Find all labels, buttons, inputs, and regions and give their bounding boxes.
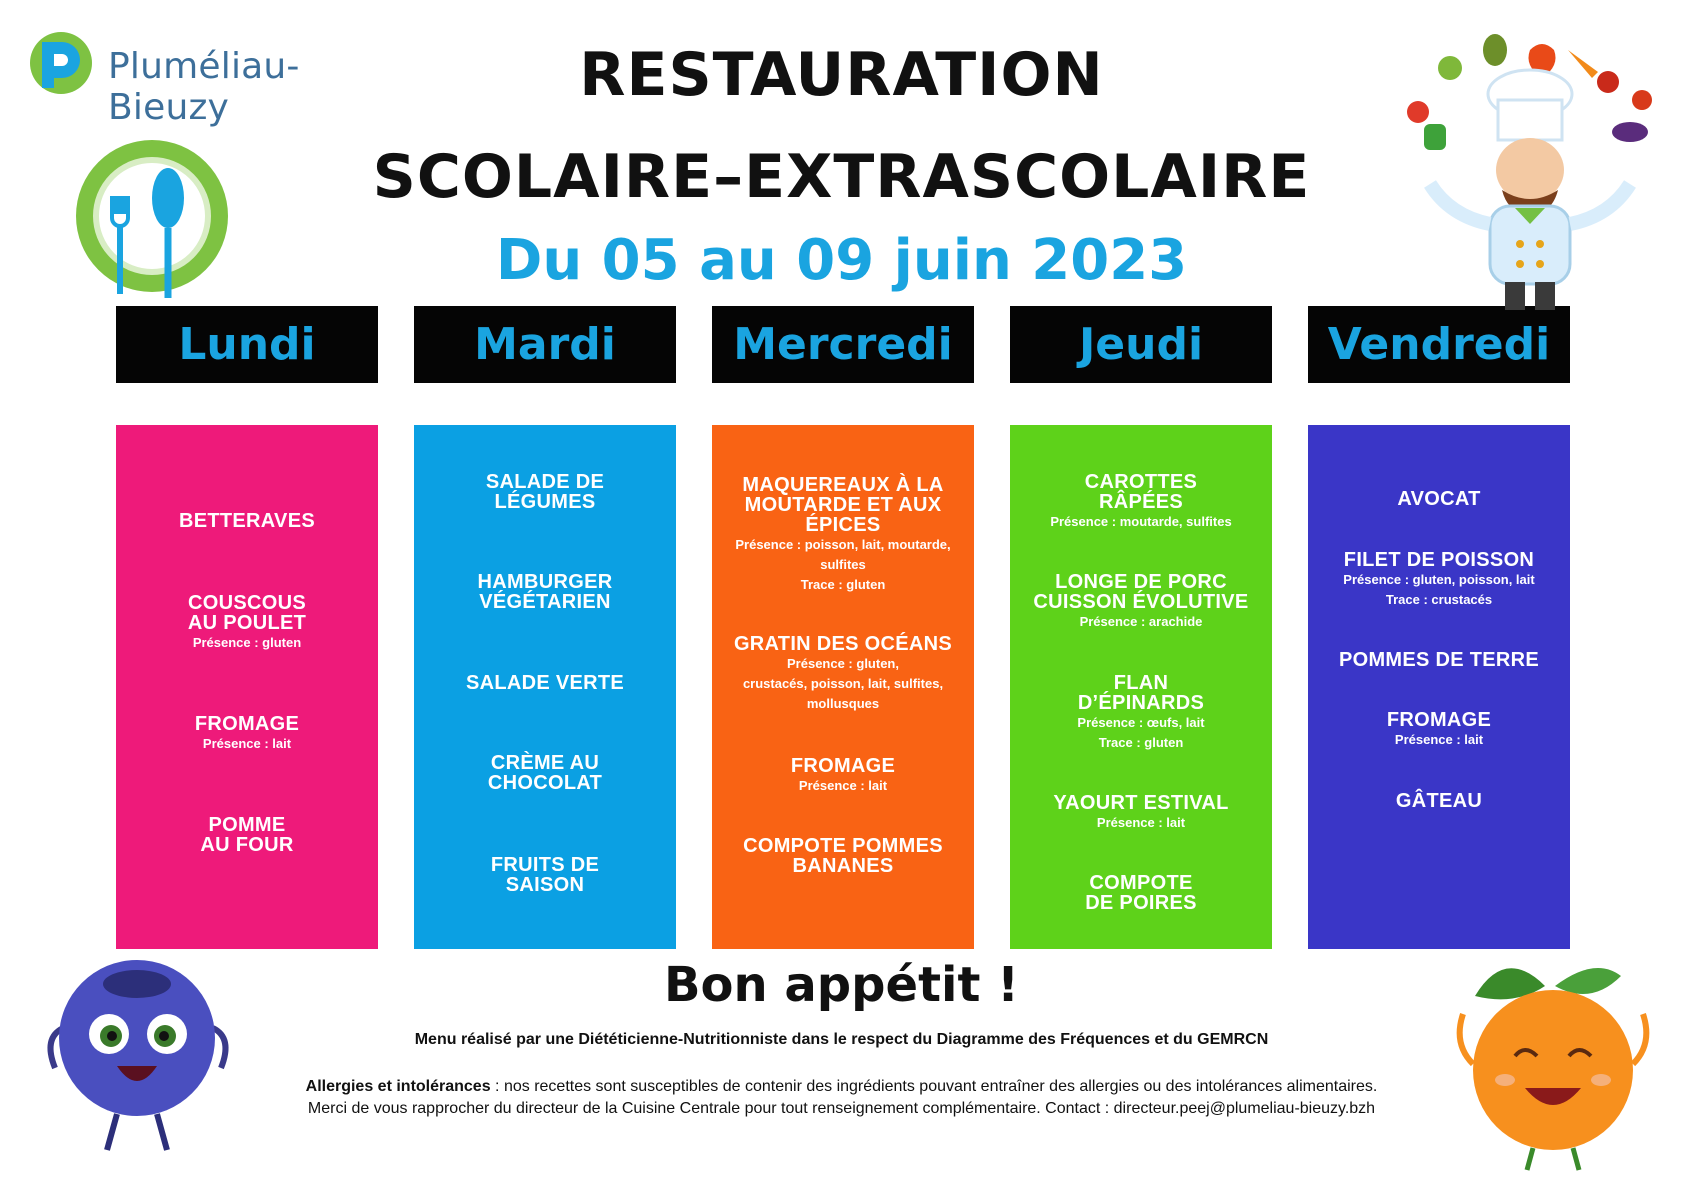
dish-name: FRUITS DE SAISON [490,854,600,896]
blueberry-character-icon [25,958,250,1153]
page-title: RESTAURATION [579,40,1104,110]
dish-name: FROMAGE [1386,709,1492,731]
menu-column-vendredi [1308,425,1570,949]
chef-juggling-icon [1380,20,1680,315]
dish-item [124,714,370,754]
dish-item [422,572,668,612]
orange-character-icon [1445,952,1663,1174]
dish-item [1316,791,1562,811]
dish-name: CRÈME AU CHOCOLAT [487,752,603,794]
dish-item [1316,489,1562,509]
dish-allergens: Présence : lait [202,736,292,751]
dish-item [1018,793,1264,833]
menu-column-jeudi [1010,425,1272,949]
dish-name: COUSCOUS AU POULET [187,592,307,634]
dish-name: COMPOTE DE POIRES [1085,872,1197,914]
dish-name: LONGE DE PORC CUISSON ÉVOLUTIVE [1033,571,1249,613]
dish-name: MAQUEREAUX À LA MOUTARDE ET AUX ÉPICES [742,474,944,536]
dish-item [720,634,966,714]
dish-allergens: Présence : moutarde, sulfites [1050,514,1232,529]
dish-name: YAOURT ESTIVAL [1053,792,1229,814]
dish-item [720,475,966,595]
dietitian-note: Menu réalisé par une Diététicienne-Nutritionniste dans le respect du Diagramme des Fréquences et du GEMRCN [414,1031,1269,1048]
allergy-text: : nos recettes sont susceptibles de contenir des ingrédients pouvant entraîner des allergies ou des intolérances alimentaires. [490,1078,1378,1095]
dish-item [1316,550,1562,610]
dish-allergens: Présence : lait [1394,732,1484,747]
dish-allergens: Présence : gluten [192,635,302,650]
dish-name: GRATIN DES OCÉANS [733,633,953,655]
menu-column-mardi [414,425,676,949]
page-subtitle: SCOLAIRE–EXTRASCOLAIRE [372,142,1311,212]
dish-name: FROMAGE [194,713,300,735]
dish-item [1316,650,1562,670]
dish-name: CAROTTES RÂPÉES [1084,471,1198,513]
dish-name: FILET DE POISSON [1343,549,1535,571]
dish-name: FROMAGE [790,755,896,777]
dish-item [124,593,370,653]
day-header-vendredi: Vendredi [1308,306,1570,383]
dish-item [1018,673,1264,753]
dish-item [422,855,668,895]
dish-name: GÂTEAU [1395,790,1483,812]
dish-item [124,511,370,531]
dish-allergens: Présence : arachide [1079,614,1203,629]
dish-name: SALADE DE LÉGUMES [485,471,605,513]
dish-allergens: Présence : lait [798,778,888,793]
dish-item [422,753,668,793]
dish-name: AVOCAT [1397,488,1481,510]
menu-column-lundi [116,425,378,949]
dish-allergens: Présence : œufs, lait Trace : gluten [1077,715,1205,750]
contact-note: Merci de vous rapprocher du directeur de la Cuisine Centrale pour tout renseignement complémentaire. Contact : directeur.peej@plumeliau-bieuzy.bzh [307,1100,1376,1117]
dish-name: POMME AU FOUR [200,814,294,856]
dish-name: COMPOTE POMMES BANANES [743,835,943,877]
allergy-note [0,1078,1683,1096]
dish-name: BETTERAVES [179,510,315,532]
day-header-lundi: Lundi [116,306,378,383]
day-header-jeudi: Jeudi [1010,306,1272,383]
dish-item [422,673,668,693]
dish-allergens: Présence : gluten, poisson, lait Trace : crustacés [1343,572,1535,607]
dish-item [720,756,966,796]
dish-item [1316,710,1562,750]
dish-item [124,815,370,855]
date-range: Du 05 au 09 juin 2023 [495,228,1188,293]
bon-appetit-text: Bon appétit ! [663,957,1020,1013]
dish-item [720,836,966,876]
dish-item [1018,472,1264,532]
dish-item [1018,873,1264,913]
dish-name: HAMBURGER VÉGÉTARIEN [477,571,613,613]
allergy-label: Allergies et intolérances [305,1078,491,1095]
dish-name: POMMES DE TERRE [1338,649,1540,671]
dish-name: SALADE VERTE [465,672,625,694]
dish-allergens: Présence : lait [1096,815,1186,830]
day-header-mardi: Mardi [414,306,676,383]
dish-allergens: Présence : gluten, crustacés, poisson, lait, sulfites, mollusques [742,656,944,711]
menu-column-mercredi [712,425,974,949]
dish-allergens: Présence : poisson, lait, moutarde, sulfites Trace : gluten [735,537,951,592]
dish-item [422,472,668,512]
dish-item [1018,572,1264,632]
brand-name: Pluméliau-Bieuzy [108,46,300,128]
day-header-mercredi: Mercredi [712,306,974,383]
dish-name: FLAN D’ÉPINARDS [1077,672,1205,714]
